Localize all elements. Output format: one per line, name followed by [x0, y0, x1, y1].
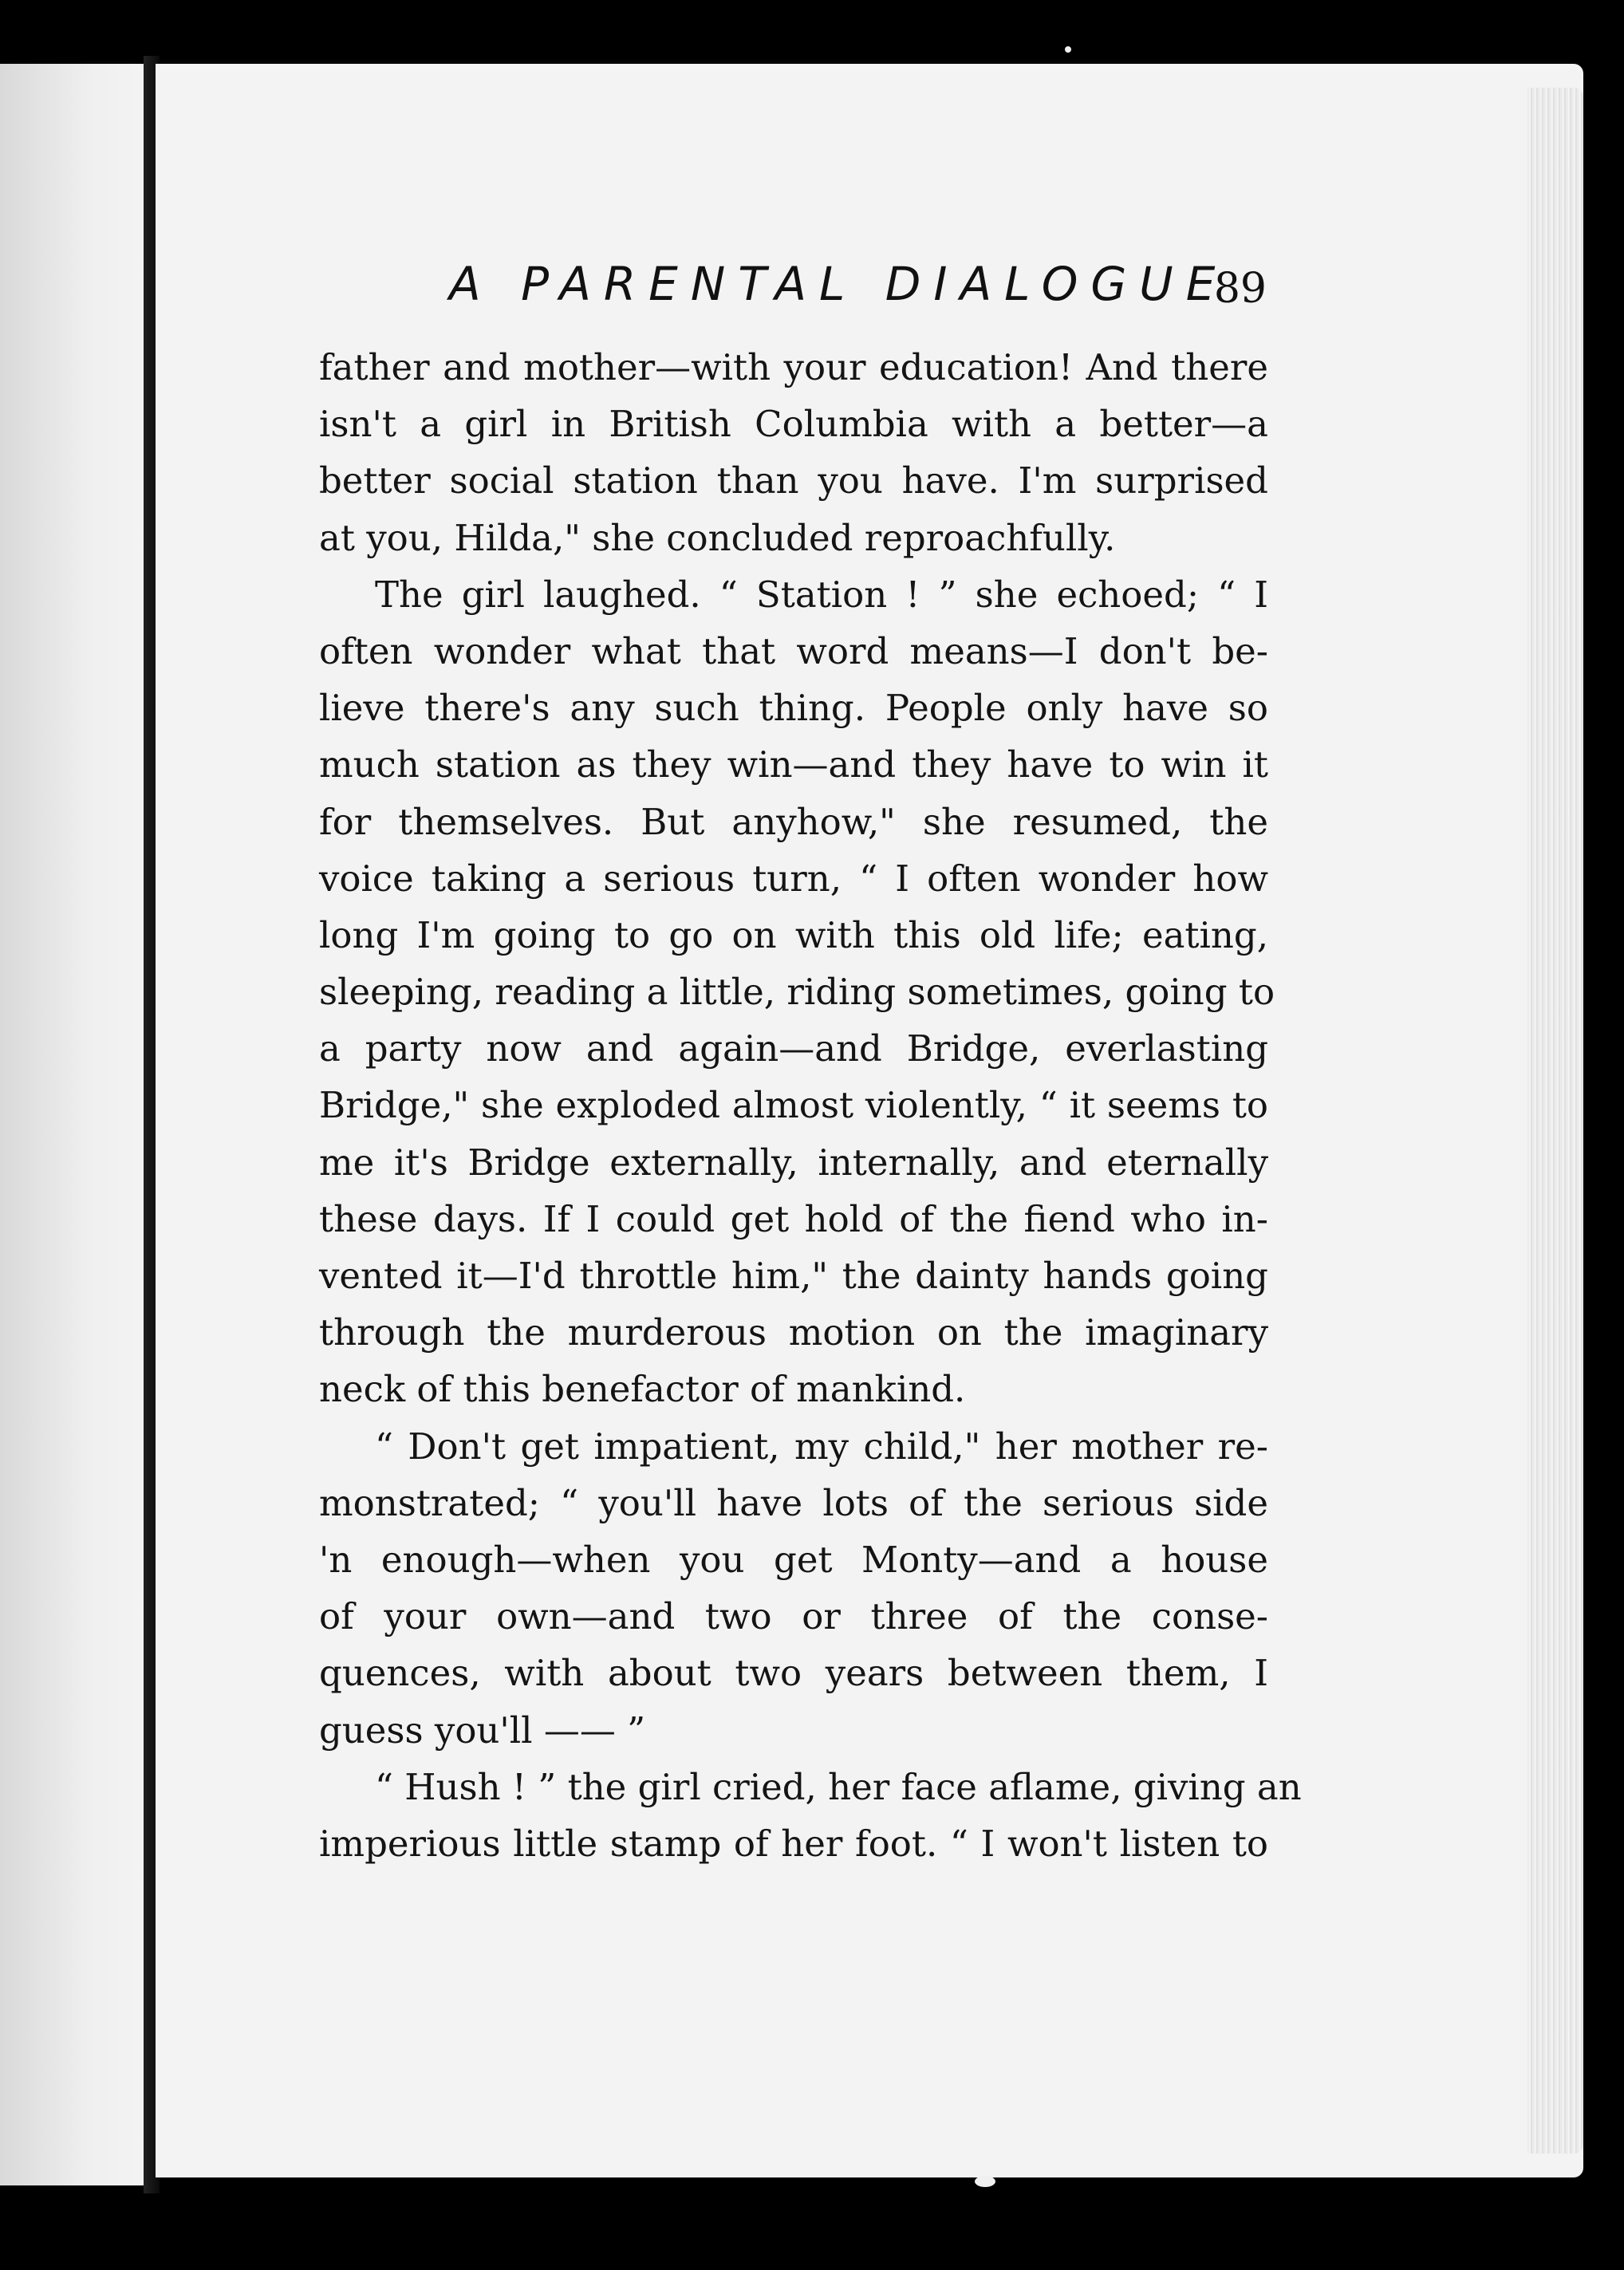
paragraph: [319, 1418, 1268, 1759]
text-line: neck of this benefactor of mankind.: [319, 1368, 966, 1411]
text-line: a party now and again—and Bridge, everlasting: [319, 1027, 1268, 1070]
text-line: of your own—and two or three of the conse-: [319, 1595, 1268, 1638]
paragraph: [319, 339, 1268, 566]
paragraph: [319, 566, 1275, 1418]
text-line: me it's Bridge externally, internally, and eternally: [319, 1141, 1268, 1184]
text-line: Bridge," she exploded almost violently, “ it seems to: [319, 1084, 1268, 1127]
paragraph: [319, 1759, 1302, 1872]
text-line: monstrated; “ you'll have lots of the serious side: [319, 1481, 1268, 1524]
text-line: long I'm going to go on with this old life; eating,: [319, 913, 1268, 956]
text-line: much station as they win—and they have to win it: [319, 743, 1268, 786]
text-line: vented it—I'd throttle him," the dainty hands going: [319, 1255, 1268, 1297]
text-line: these days. If I could get hold of the fiend who in-: [319, 1197, 1268, 1240]
text-line: through the murderous motion on the imaginary: [319, 1311, 1268, 1354]
page-edge-texture: [1527, 88, 1583, 2154]
text-line: imperious little stamp of her foot. “ I won't listen to: [319, 1822, 1268, 1865]
text-line: at you, Hilda," she concluded reproachfully.: [319, 516, 1116, 559]
text-line: father and mother—with your education! And there: [319, 346, 1268, 388]
text-line: voice taking a serious turn, “ I often wonder how: [319, 857, 1268, 900]
running-head: [294, 257, 1267, 329]
facing-page-edge: [0, 64, 148, 2185]
text-line: guess you'll —— ”: [319, 1708, 646, 1752]
scan-speck: [975, 2176, 995, 2187]
text-line: isn't a girl in British Columbia with a better—a: [319, 403, 1268, 446]
text-line: “ Don't get impatient, my child," her mother re-: [375, 1425, 1268, 1468]
text-line: for themselves. But anyhow," she resumed, the: [319, 800, 1268, 843]
text-line: sleeping, reading a little, riding sometimes, going to: [319, 971, 1275, 1014]
text-line: “ Hush ! ” the girl cried, her face aflame, giving an: [375, 1765, 1302, 1808]
text-line: The girl laughed. “ Station ! ” she echoed; “ I: [375, 573, 1268, 616]
text-line: better social station than you have. I'm surprised: [319, 459, 1268, 502]
page-number: 89: [1213, 265, 1267, 313]
text-line: 'n enough—when you get Monty—and a house: [319, 1538, 1268, 1581]
text-line: often wonder what that word means—I don't be-: [319, 629, 1268, 672]
text-line: quences, with about two years between them, I: [319, 1652, 1268, 1695]
text-line: lieve there's any such thing. People only have so: [319, 687, 1268, 730]
scan-speck: [1065, 46, 1071, 53]
running-head-title: A PARENTAL DIALOGUE: [449, 257, 1228, 311]
body-text: [319, 339, 1302, 1872]
